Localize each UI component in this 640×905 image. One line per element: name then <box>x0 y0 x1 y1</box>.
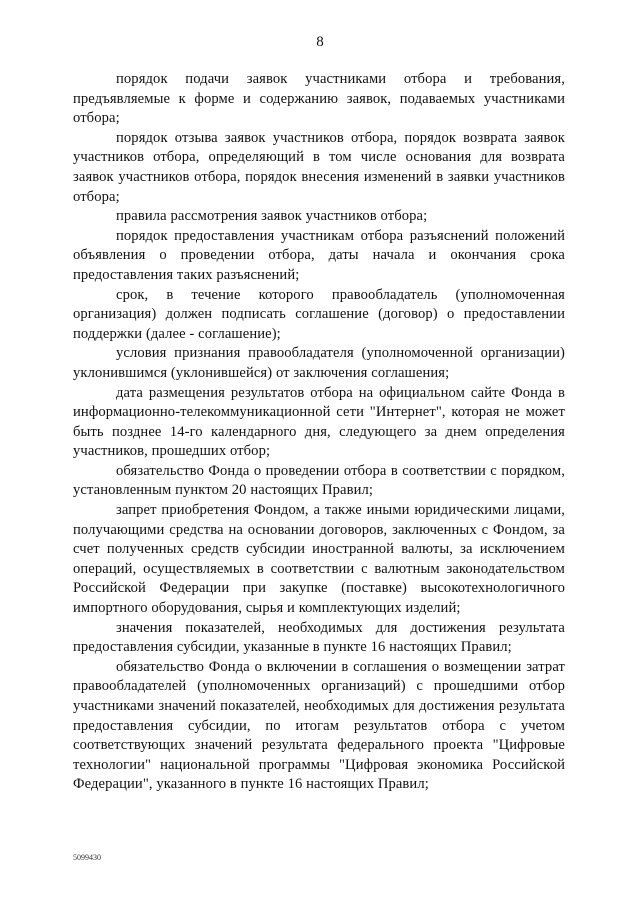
paragraph-signing-deadline: срок, в течение которого правообладатель (уполномоченная организация) должен подписать соглашение (договор) о предоставлении поддержки (далее - соглашение); <box>73 286 565 342</box>
document-body <box>73 70 565 795</box>
paragraph-application-submission: порядок подачи заявок участниками отбора и требования, предъявляемые к форме и содержанию заявок, подаваемых участниками отбора; <box>73 71 565 127</box>
paragraph-results-publication: дата размещения результатов отбора на официальном сайте Фонда в информационно-телекоммуникационной сети "Интернет", которая не может быть позднее 14-го календарного дня, следующего за днем определения участников, прошедших отбор; <box>73 384 565 460</box>
paragraph-agreement-indicators: обязательство Фонда о включении в соглашения о возмещении затрат правообладателей (уполномоченных организаций) с прошедшими отбор участниками значений показателей, необходимых для достижения результата предоставления субсидии, по итогам результатов отбора с учетом соответствующих значений результата федерального проекта "Цифровые технологии" национальной программы "Цифровая экономика Российской Федерации", указанного в пункте 16 настоящих Правил; <box>73 658 565 793</box>
paragraph-review-rules: правила рассмотрения заявок участников отбора; <box>116 208 428 225</box>
paragraph-indicator-values: значения показателей, необходимых для достижения результата предоставления субсидии, указанные в пункте 16 настоящих Правил; <box>73 619 565 656</box>
document-code: 5099430 <box>73 853 101 862</box>
paragraph-clarifications: порядок предоставления участникам отбора разъяснений положений объявления о проведении отбора, даты начала и окончания срока предоставления таких разъяснений; <box>73 227 565 283</box>
page-number: 8 <box>316 34 324 50</box>
paragraph-fund-obligation: обязательство Фонда о проведении отбора в соответствии с порядком, установленным пунктом 20 настоящих Правил; <box>73 462 565 499</box>
paragraph-application-withdrawal: порядок отзыва заявок участников отбора, порядок возврата заявок участников отбора, определяющий в том числе основания для возврата заявок участников отбора, порядок внесения изменений в заявки участников отбора; <box>73 129 565 205</box>
paragraph-evasion-conditions: условия признания правообладателя (уполномоченной организации) уклонившимся (уклонившейся) от заключения соглашения; <box>73 345 565 381</box>
paragraph-currency-prohibition: запрет приобретения Фондом, а также иными юридическими лицами, получающими средства на основании договоров, заключенных с Фондом, за счет полученных средств субсидии иностранной валюты, за исключением операций, осуществляемых в соответствии с валютным законодательством Российской Федерации при закупке (поставке) высокотехнологичного импортного оборудования, сырья и комплектующих изделий; <box>73 502 565 617</box>
